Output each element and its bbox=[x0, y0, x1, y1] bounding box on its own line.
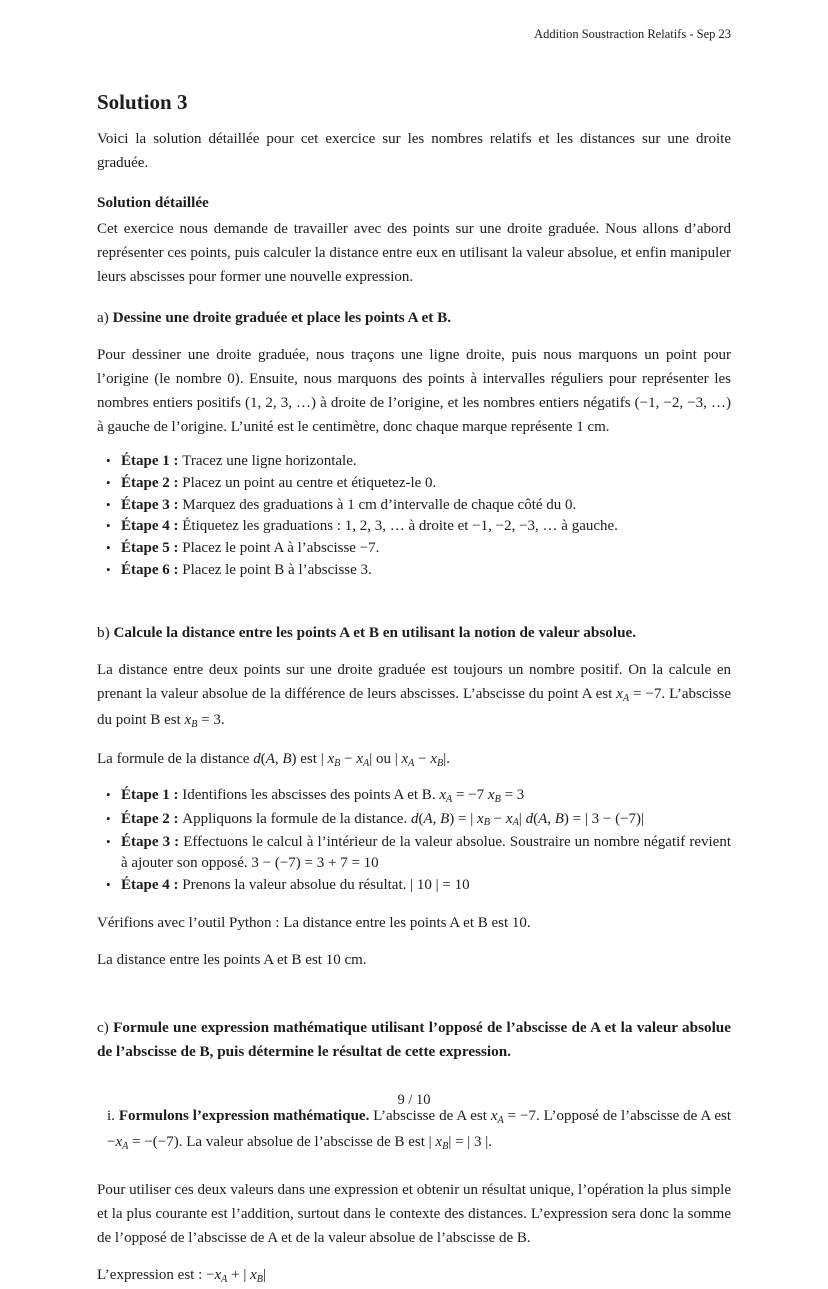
step-item: • Étape 1 : Identifions les abscisses des points A et B. xA = −7 xB = 3 bbox=[97, 785, 731, 808]
section-b-paragraph: La distance entre deux points sur une droite graduée est toujours un nombre positif. On la calcule en prenant la valeur absolue de la différence de leurs abscisses. L’abscisse du point A est xA = −7. L’abscisse du point B est xB = 3. bbox=[97, 661, 731, 730]
step-item: • Étape 4 : Étiquetez les graduations : 1, 2, 3, … à droite et −1, −2, −3, … à gauche. bbox=[97, 516, 731, 537]
step-item: • Étape 5 : Placez le point A à l’abscisse −7. bbox=[97, 538, 731, 559]
step-item: • Étape 3 : Effectuons le calcul à l’intérieur de la valeur absolue. Soustraire un nombre négatif revient à ajouter son opposé. 3 − (−7) = 3 + 7 = 10 bbox=[97, 832, 731, 874]
detailed-solution-heading: Solution détaillée bbox=[97, 194, 209, 211]
section-a-steps-list bbox=[97, 451, 731, 581]
python-verification-paragraph: Vérifions avec l’outil Python : La distance entre les points A et B est 10. bbox=[97, 914, 531, 931]
distance-formula-paragraph: La formule de la distance d(A, B) est | xB − xA| ou | xA − xB|. bbox=[97, 750, 451, 769]
section-a-heading: a) Dessine une droite graduée et place les points A et B. bbox=[97, 309, 452, 326]
step-item: • Étape 2 : Placez un point au centre et étiquetez-le 0. bbox=[97, 473, 731, 494]
page-header: Addition Soustraction Relatifs - Sep 23 bbox=[534, 27, 731, 41]
section-b-heading: b) Calcule la distance entre les points A et B en utilisant la notion de valeur absolue. bbox=[97, 623, 637, 641]
step-item: • Étape 6 : Placez le point B à l’abscisse 3. bbox=[97, 560, 731, 581]
section-b-steps-list bbox=[97, 785, 731, 896]
page-title: Solution 3 bbox=[97, 90, 188, 114]
step-item: • Étape 2 : Appliquons la formule de la distance. d(A, B) = | xB − xA| d(A, B) = | 3 − (−7)| bbox=[97, 809, 731, 832]
expression-result-paragraph: L’expression est : −xA + | xB| bbox=[97, 1266, 267, 1285]
step-item: • Étape 4 : Prenons la valeur absolue du résultat. | 10 | = 10 bbox=[97, 875, 731, 896]
detailed-solution-paragraph: Cet exercice nous demande de travailler avec des points sur une droite graduée. Nous allons d’abord représenter ces points, puis calculer la distance entre eux en utilisant la valeur absolue, et enfin manipuler leurs abscisses pour former une nouvelle expression. bbox=[97, 221, 731, 285]
step-item: • Étape 1 : Tracez une ligne horizontale. bbox=[97, 451, 731, 472]
intro-paragraph: Voici la solution détaillée pour cet exercice sur les nombres relatifs et les distances sur une droite graduée. bbox=[97, 131, 731, 171]
section-a-paragraph: Pour dessiner une droite graduée, nous traçons une ligne droite, puis nous marquons un point pour l’origine (le nombre 0). Ensuite, nous marquons des points à intervalles réguliers pour représenter les nombres entiers positifs (1, 2, 3, …) à droite de l’origine, et les nombres entiers négatifs (−1, −2, −3, …) à gauche de l’origine. L’unité est le centimètre, donc chaque marque représente 1 cm. bbox=[97, 347, 731, 435]
step-item: • Étape 3 : Marquez des graduations à 1 cm d’intervalle de chaque côté du 0. bbox=[97, 495, 731, 516]
distance-result-paragraph: La distance entre les points A et B est 10 cm. bbox=[97, 951, 367, 968]
c-explanation-paragraph: Pour utiliser ces deux valeurs dans une expression et obtenir un résultat unique, l’opération la plus simple et la plus courante est l’addition, surtout dans le contexte des distances. L’expression sera donc la somme de l’opposé de l’abscisse de A et de la valeur absolue de l’abscisse de B. bbox=[97, 1181, 731, 1246]
page-footer: 9 / 10 bbox=[397, 1092, 431, 1108]
section-c-heading: c) Formule une expression mathématique utilisant l’opposé de l’abscisse de A et la valeur absolue de l’abscisse de B, puis détermine le résultat de cette expression. bbox=[97, 1018, 731, 1060]
c-expression-item: i. Formulons l’expression mathématique. L’abscisse de A est xA = −7. L’opposé de l’abscisse de A est −xA = −(−7). La valeur absolue de l’abscisse de B est | xB| = | 3 |. bbox=[107, 1107, 732, 1152]
